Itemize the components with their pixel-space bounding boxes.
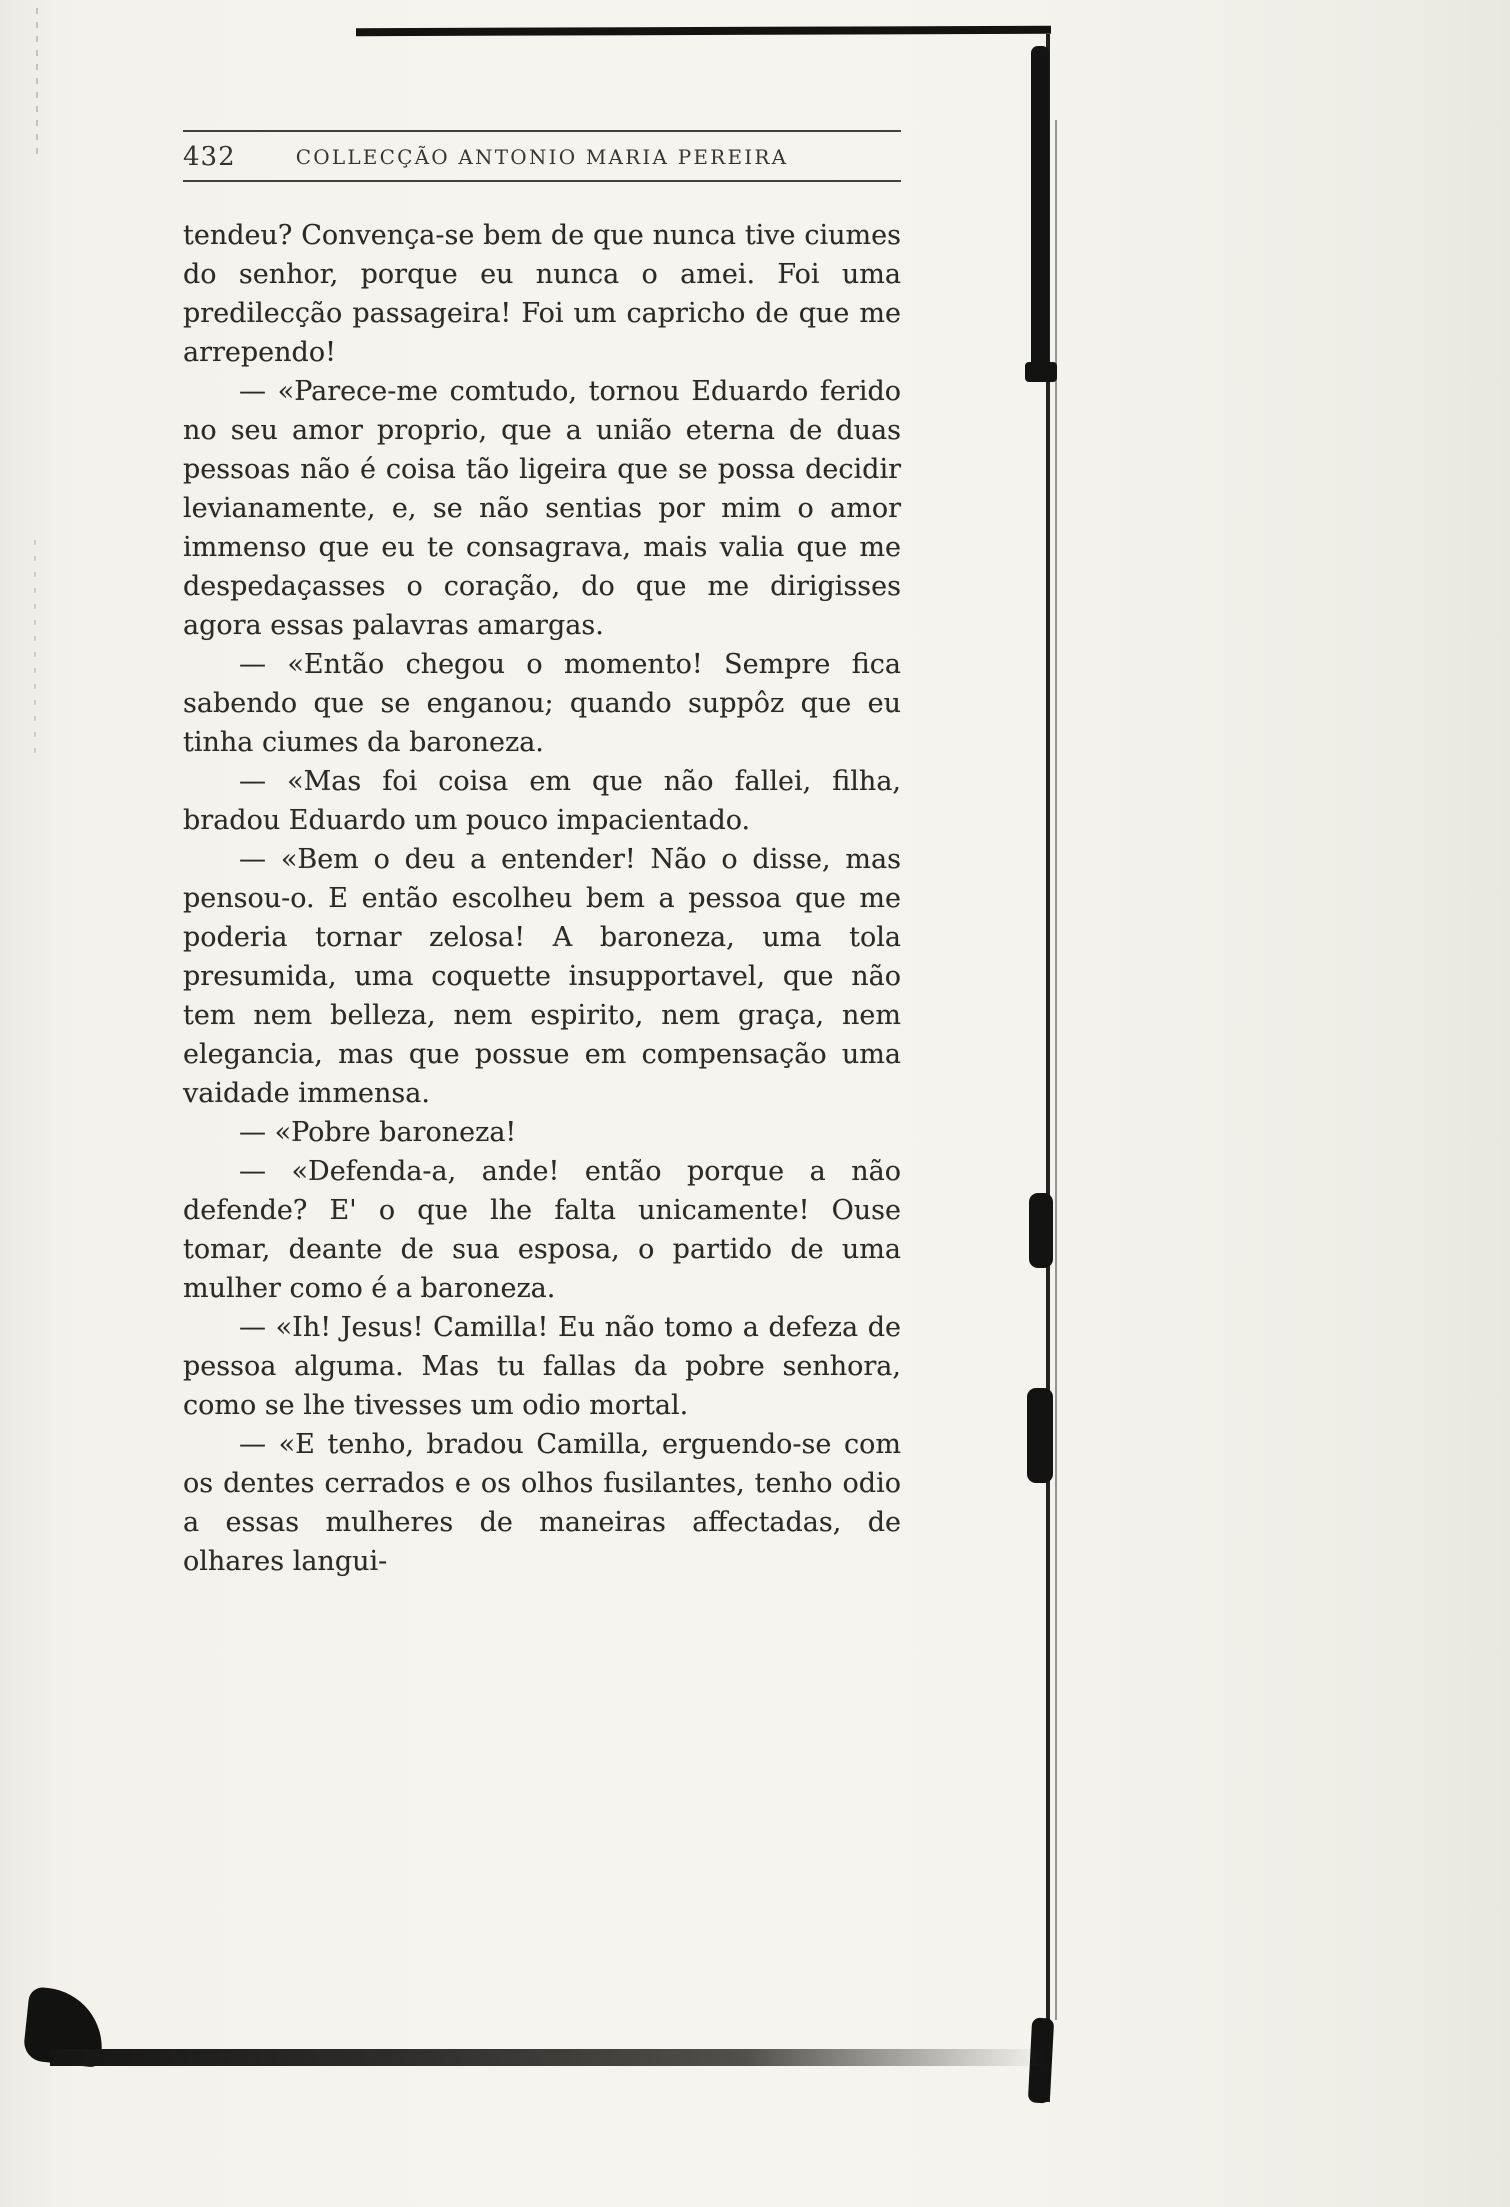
paragraph-6: — «Pobre baroneza!	[239, 1117, 517, 1148]
paragraph-9: — «E tenho, bradou Camilla, erguendo-se com os dentes cerrados e os olhos fusilantes, tenho odio a essas mulheres de maneiras affectadas, de olhares langui-	[183, 1429, 901, 1577]
body-text	[183, 216, 901, 1581]
paragraph-3: — «Então chegou o momento! Sempre fica sabendo que se enganou; quando suppôz que eu tinha ciumes da baroneza.	[183, 649, 901, 758]
binding-mark-middle	[1029, 1193, 1053, 1268]
scan-artifact-top-bar	[356, 26, 1051, 36]
binding-line-secondary	[1055, 120, 1057, 2020]
running-header: COLLECÇÃO ANTONIO MARIA PEREIRA	[295, 145, 789, 169]
scan-artifact-left-dots-mid	[34, 540, 36, 760]
header-rule-bottom	[183, 180, 901, 182]
page-number: 432	[183, 142, 236, 172]
paragraph-2: — «Parece-me comtudo, tornou Eduardo ferido no seu amor proprio, que a união eterna de duas pessoas não é coisa tão ligeira que se possa decidir levianamente, e, se não sentias por mim o amor immenso que eu te consagrava, mais valia que me despedaçasses o coração, do que me dirigisses agora essas palavras amargas.	[183, 376, 901, 641]
scan-artifact-left-dots-top	[36, 8, 38, 158]
scan-artifact-bottom-edge	[50, 2049, 1045, 2066]
binding-mark-top-foot	[1025, 362, 1057, 382]
paragraph-5: — «Bem o deu a entender! Não o disse, mas pensou-o. E então escolheu bem a pessoa que me poderia tornar zelosa! A baroneza, uma tola presumida, uma coquette insupportavel, que não tem nem belleza, nem espirito, nem graça, nem elegancia, mas que possue em compensação uma vaidade immensa.	[183, 844, 901, 1109]
binding-mark-top	[1031, 46, 1049, 381]
paragraph-7: — «Defenda-a, ande! então porque a não defende? E' o que lhe falta unicamente! Ouse tomar, deante de sua esposa, o partido de uma mulher como é a baroneza.	[183, 1156, 901, 1304]
paragraph-8: — «Ih! Jesus! Camilla! Eu não tomo a defeza de pessoa alguma. Mas tu fallas da pobre senhora, como se lhe tivesses um odio mortal.	[183, 1312, 901, 1421]
book-page	[183, 130, 901, 1581]
paragraph-4: — «Mas foi coisa em que não fallei, filha, bradou Eduardo um pouco impacientado.	[183, 766, 901, 836]
paragraph-1: tendeu? Convença-se bem de que nunca tive ciumes do senhor, porque eu nunca o amei. Foi uma predilecção passageira! Foi um capricho de que me arrependo!	[183, 220, 901, 368]
page-header	[183, 132, 901, 180]
binding-mark-lower	[1027, 1388, 1053, 1483]
